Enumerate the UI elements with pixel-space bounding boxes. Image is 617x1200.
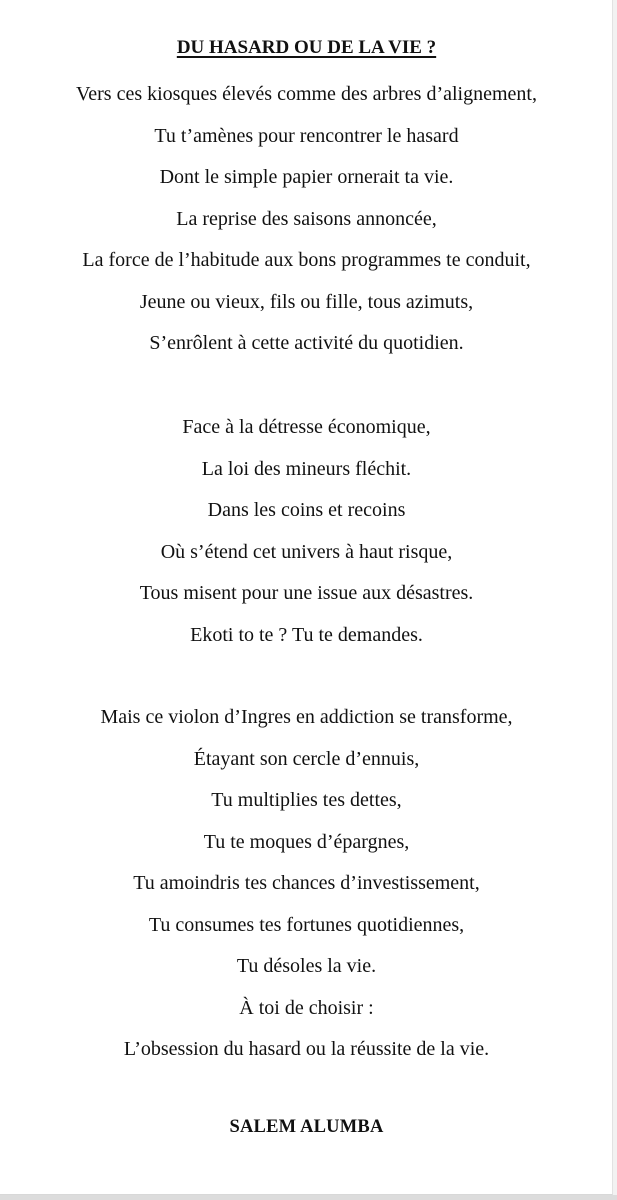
poem-line: Dans les coins et recoins	[207, 499, 406, 521]
page-edge-bottom	[0, 1195, 617, 1200]
poem-line: Ekoti to te ? Tu te demandes.	[190, 623, 423, 646]
poem-line: Tu amoindris tes chances d’investissement,	[133, 872, 480, 894]
poem-line: La reprise des saisons annoncée,	[176, 207, 437, 230]
stanza-2	[0, 407, 613, 656]
poem-line: Tous misent pour une issue aux désastres.	[139, 582, 474, 604]
poem-line: Où s’étend cet univers à haut risque,	[160, 540, 453, 563]
poem-line: Tu consumes tes fortunes quotidiennes,	[148, 913, 465, 936]
poem-line: Face à la détresse économique,	[182, 416, 431, 438]
poem-author: SALEM ALUMBA	[229, 1117, 384, 1137]
poem-line: S’enrôlent à cette activité du quotidien.	[149, 332, 464, 354]
poem-title-text: DU HASARD OU DE LA VIE ?	[176, 37, 437, 58]
poem-line: La loi des mineurs fléchit.	[201, 457, 412, 480]
poem-line: Jeune ou vieux, fils ou fille, tous azimuts,	[139, 290, 474, 313]
poem-line: La force de l’habitude aux bons programmes te conduit,	[82, 249, 531, 271]
poem-line: Vers ces kiosques élevés comme des arbres d’alignement,	[76, 83, 537, 105]
poem-line: Dont le simple papier ornerait ta vie.	[159, 166, 454, 188]
page-edge-right	[613, 0, 617, 1200]
poem-line: Tu te moques d’épargnes,	[203, 830, 410, 853]
poem-line: Tu t’amènes pour rencontrer le hasard	[154, 124, 459, 147]
stanza-3	[0, 697, 613, 1071]
stanza-1	[0, 74, 613, 365]
poem-line: Tu multiplies tes dettes,	[211, 789, 402, 811]
poem-line: Tu désoles la vie.	[236, 955, 377, 977]
poem-line: Étayant son cercle d’ennuis,	[193, 747, 420, 770]
poem-line: Mais ce violon d’Ingres en addiction se transforme,	[100, 706, 513, 728]
poem-line: L’obsession du hasard ou la réussite de la vie.	[123, 1038, 490, 1060]
poem-title	[0, 36, 613, 60]
poem-line: À toi de choisir :	[239, 996, 374, 1019]
